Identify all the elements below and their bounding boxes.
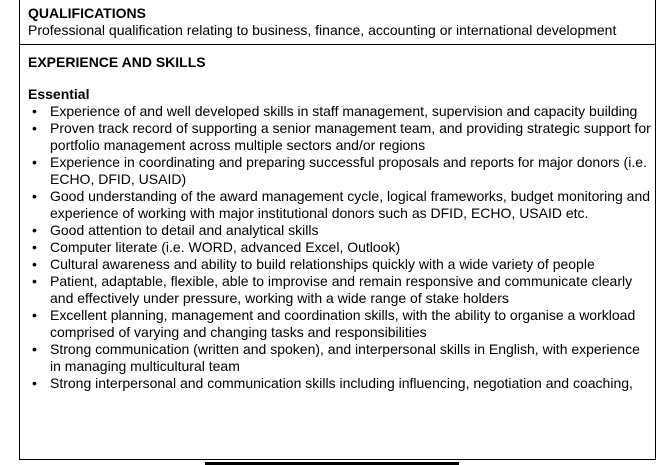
list-item — [28, 222, 651, 239]
qualifications-section — [20, 0, 655, 45]
experience-heading: EXPERIENCE AND SKILLS — [28, 54, 206, 70]
list-item-text: Cultural awareness and ability to build relationships quickly with a wide variety of people — [50, 256, 595, 272]
list-item — [28, 273, 651, 307]
experience-section — [20, 45, 655, 392]
list-item-text: Good understanding of the award management cycle, logical frameworks, budget monitoring and experience of working with major institutional donors such as DFID, ECHO, USAID etc. — [50, 188, 651, 221]
bullet-icon: • — [32, 307, 37, 323]
qualifications-text: Professional qualification relating to business, finance, accounting or international development — [28, 22, 617, 38]
list-item — [28, 103, 651, 120]
list-item — [28, 307, 651, 341]
list-item-text: Strong communication (written and spoken), and interpersonal skills in English, with experience in managing multicultural team — [50, 341, 640, 374]
list-item — [28, 188, 651, 222]
bullet-icon: • — [32, 341, 37, 357]
qualifications-heading: QUALIFICATIONS — [28, 5, 146, 21]
bullet-icon: • — [32, 154, 37, 170]
list-item — [28, 256, 651, 273]
list-item-text: Computer literate (i.e. WORD, advanced Excel, Outlook) — [50, 239, 401, 255]
list-item — [28, 239, 651, 256]
list-item-text: Strong interpersonal and communication skills including influencing, negotiation and coaching, — [50, 375, 633, 391]
list-item-text: Experience of and well developed skills in staff management, supervision and capacity building — [50, 103, 638, 119]
job-description-table — [19, 0, 656, 460]
bullet-icon: • — [32, 256, 37, 272]
list-item-text: Experience in coordinating and preparing successful proposals and reports for major donors (i.e. ECHO, DFID, USAID) — [50, 154, 647, 187]
list-item — [28, 375, 651, 392]
list-item — [28, 341, 651, 375]
bullet-icon: • — [32, 188, 37, 204]
list-item-text: Excellent planning, management and coordination skills, with the ability to organise a workload comprised of varying and changing tasks and responsibilities — [50, 307, 636, 340]
list-item — [28, 120, 651, 154]
essential-subheading: Essential — [28, 86, 90, 102]
bullet-icon: • — [32, 120, 37, 136]
essential-skills-list — [28, 103, 651, 392]
list-item-text: Proven track record of supporting a senior management team, and providing strategic support for portfolio management across multiple sectors and/or regions — [50, 120, 651, 153]
list-item-text: Patient, adaptable, flexible, able to improvise and remain responsive and communicate clearly and effectively under pressure, working with a wide range of stake holders — [50, 273, 633, 306]
bullet-icon: • — [32, 375, 37, 391]
bullet-icon: • — [32, 273, 37, 289]
bullet-icon: • — [32, 103, 37, 119]
bullet-icon: • — [32, 239, 37, 255]
list-item — [28, 154, 651, 188]
bullet-icon: • — [32, 222, 37, 238]
list-item-text: Good attention to detail and analytical skills — [50, 222, 319, 238]
